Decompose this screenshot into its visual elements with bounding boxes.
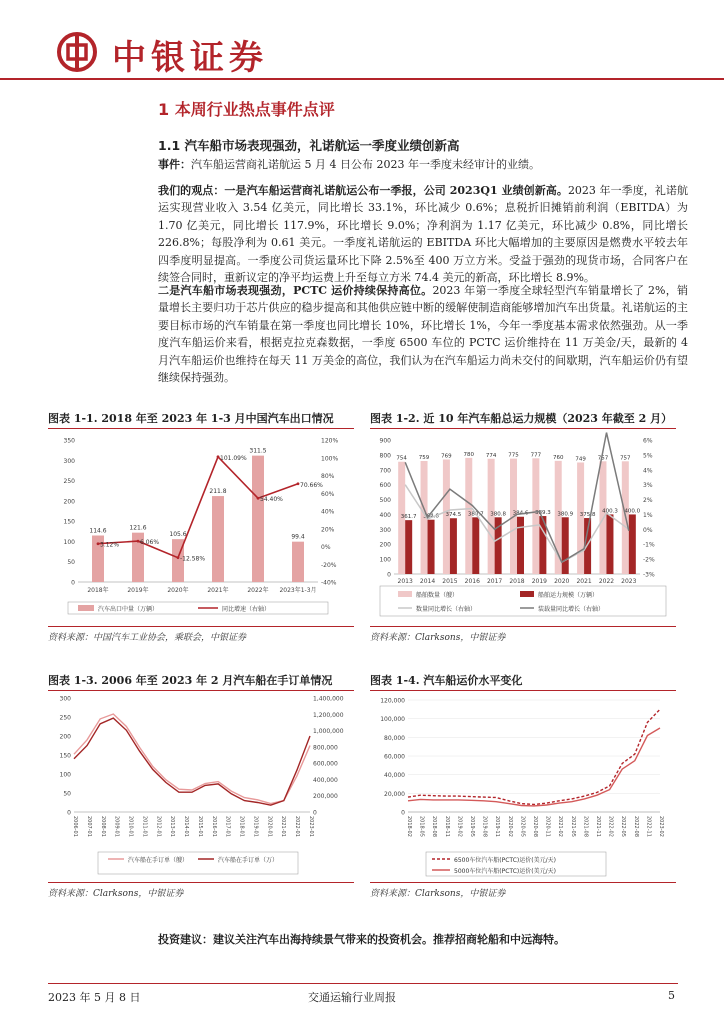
bar-ship-count-label: 757 [597,455,609,462]
bar-ship-count-label: 760 [552,454,564,461]
legend-label-line: 同比增速（右轴） [222,606,271,613]
x-tick-label: 2019-11 [494,816,501,837]
bar [212,496,224,582]
bar-ship-count [532,458,539,574]
figure-1-rule [48,428,354,429]
bar-data-label: 114.6 [89,527,107,535]
bar-capacity [562,517,569,574]
y-tick-label: 100 [63,538,75,546]
y2-tick-label: 0% [643,526,653,534]
legend-swatch-capacity [520,591,534,597]
y-tick-label: 0 [387,571,391,579]
y2-tick-label: -20% [321,561,337,569]
x-tick-label: 2009-01 [113,816,120,837]
figure-4-source-rule [370,882,676,883]
x-tick-label: 2006-01 [72,816,78,837]
y2-tick-label: 3% [643,482,653,490]
legend-label-orders-count: 汽车船在手订单（艘） [128,857,189,864]
legend-label-6500: 6500车位汽车船(PCTC)运价(美元/天) [454,857,556,864]
x-tick-label: 2011-01 [141,816,148,837]
x-tick-label: 2016-01 [210,816,217,837]
y-tick-label: 200 [59,733,71,741]
figure-2-source-rule [370,626,676,627]
figure-4-source: 资料来源：Clarksons，中银证券 [370,889,506,899]
view-paragraph [158,182,688,286]
orders-capacity-line [74,718,310,805]
bar-capacity [517,517,524,574]
bar-ship-count-label: 777 [530,452,542,459]
y2-tick-label: -1% [643,541,655,549]
x-tick-label: 2023-01 [308,816,314,837]
bar [252,456,264,582]
y-tick-label: 120,000 [380,697,405,705]
growth-line [98,454,298,558]
y2-tick-label: -40% [321,579,337,587]
y-tick-label: 150 [63,518,75,526]
figure-3-chart [48,694,354,878]
bar-capacity [405,520,412,574]
x-tick-label: 2013 [397,578,413,585]
legend-label-5000: 5000车位汽车船(PCTC)运价(美元/天) [454,868,556,875]
bar-capacity [428,520,435,574]
x-tick-label: 2017 [486,578,503,585]
y-tick-label: 400 [379,511,391,519]
x-tick-label: 2019 [531,578,548,585]
x-tick-label: 2020年 [167,587,189,594]
x-tick-label: 2022-01 [294,816,301,837]
pctc-6500-rate-line [408,709,660,804]
bar-data-label: 99.4 [291,533,305,541]
x-tick-label: 2013-01 [169,816,176,837]
x-tick-label: 2021-08 [582,816,589,837]
bar-ship-count [577,462,584,574]
figure-2-title: 图表 1-2. 近 10 年汽车船总运力规模（2023 年截至 2 月） [370,412,673,425]
footer-report-name: 交通运输行业周报 [308,991,396,1004]
bank-of-china-logo-icon [57,32,97,72]
y-tick-label: 150 [59,752,71,760]
bar-ship-count-label: 769 [441,453,452,460]
figure-3-source: 资料来源：Clarksons，中银证券 [48,889,184,899]
y-tick-label: 20,000 [384,790,405,798]
legend-label-bars: 汽车出口中量（万辆） [98,606,159,613]
y-tick-label: 100 [59,771,71,779]
bar-capacity [450,518,457,574]
x-tick-label: 2017-01 [224,816,231,837]
x-tick-label: 2018-11 [443,816,450,837]
y-tick-label: 800 [379,452,391,460]
figure-1-chart [48,432,354,622]
legend-label-capacity-growth: 装载量同比增长（右轴） [538,606,605,613]
legend-label-capacity: 船舶运力规模（万辆） [538,592,599,599]
figure-4-chart [370,694,676,878]
figure-1-source-rule [48,626,354,627]
y-tick-label: 500 [379,497,391,505]
bar-capacity [472,517,479,574]
y-tick-label: 0 [67,809,71,817]
y2-tick-label: 4% [643,467,653,475]
x-tick-label: 2021-11 [595,816,601,837]
y-tick-label: 300 [59,695,71,703]
bar-capacity-label: 384.6 [512,510,529,517]
x-tick-label: 2022年 [247,587,269,594]
x-tick-label: 2021年 [207,587,229,594]
y-tick-label: 250 [63,478,75,486]
x-tick-label: 2018-02 [406,816,412,837]
figure-2-rule [370,428,676,429]
growth-point [217,455,220,458]
x-tick-label: 2022-05 [620,816,627,837]
event-text: 汽车船运营商礼诺航运 5 月 4 日公布 2023 年一季度未经审计的业绩。 [191,158,540,171]
y-tick-label: 600 [379,482,391,490]
second-paragraph [158,282,688,386]
subsection-title: 1.1 汽车船市场表现强劲，礼诺航运一季度业绩创新高 [158,138,460,153]
y2-tick-label: 20% [321,526,335,534]
figure-1-title: 图表 1-1. 2018 年至 2023 年 1-3 月中国汽车出口情况 [48,412,334,425]
growth-data-label: 54.40% [260,496,283,504]
x-tick-label: 2020 [554,578,570,585]
y-tick-label: 700 [379,467,391,475]
y-tick-label: 0 [71,579,75,587]
figure-3-source-rule [48,882,354,883]
x-tick-label: 2015 [442,578,458,585]
y-tick-label: 50 [67,559,75,567]
bar-capacity-label: 389.3 [534,510,551,517]
figure-4-title: 图表 1-4. 汽车船运价水平变化 [370,674,523,687]
y-tick-label: 900 [379,437,391,445]
y-tick-label: 60,000 [384,753,405,761]
bar-capacity-label: 400.3 [602,508,618,515]
y2-tick-label: 200,000 [313,793,338,801]
growth-point [257,497,260,500]
y2-tick-label: 60% [321,490,335,498]
bar-data-label: 121.6 [129,524,147,532]
y-tick-label: 40,000 [384,772,405,780]
y-tick-label: 80,000 [384,734,405,742]
x-tick-label: 2012-01 [155,816,162,837]
bar-capacity-label: 361.7 [400,514,417,521]
x-tick-label: 2022-08 [632,816,639,837]
second-lead: 二是汽车船市场表现强劲，PCTC 运价持续保持高位。 [158,284,433,297]
second-text: 2023 年第一季度全球轻型汽车销量增长了 2%，销量增长主要归功于芯片供应的稳步提高和其他供应链中断的缓解使制造商能够增加汽车出货量。礼诺航运的主要目标市场的汽车销量在第一季度也同比增长 10%，环比增长 1%，今年一季度基本需求依然强劲。从一季度汽车船运价来看，根据克拉克森数据，一季度 6500 车位的 PCTC 运价维持在 11 万美金/天，最新的 4 月汽车船运价也维持在每天 11 万美金的高位，我们认为在汽车船运力尚未交付的间歇期，汽车船运价仍有望继续保持强劲。 [158,284,689,385]
growth-point [297,482,300,485]
y2-tick-label: 0 [313,809,317,817]
bar [292,542,304,582]
x-tick-label: 2019-02 [456,816,463,837]
legend-swatch-bars [78,605,94,611]
y2-tick-label: 1,400,000 [313,695,344,703]
x-tick-label: 2018-05 [418,816,425,837]
figure-3-title: 图表 1-3. 2006 年至 2023 年 2 月汽车船在手订单情况 [48,674,333,687]
view-lead: 我们的观点：一是汽车船运营商礼诺航运公布一季报，公司 2023Q1 业绩创新高。 [158,184,568,197]
x-tick-label: 2020-08 [532,816,538,837]
bar-capacity [606,514,613,574]
investment-recommendation: 投资建议：建议关注汽车出海持续景气带来的投资机会。推荐招商轮船和中远海特。 [158,933,565,946]
x-tick-label: 2023 [621,578,637,585]
bar-ship-count-label: 757 [620,455,631,462]
growth-data-label: 101.09% [220,454,247,462]
bar-capacity [629,514,636,574]
bar-capacity-label: 380.8 [490,511,507,518]
x-tick-label: 2018 [509,578,525,585]
bar-ship-count-label: 749 [575,456,586,463]
figure-2-source: 资料来源：Clarksons，中银证券 [370,633,506,643]
pctc-5000-rate-line [408,728,660,806]
x-tick-label: 2019-01 [252,816,259,837]
x-tick-label: 2022-02 [607,816,614,837]
bar-capacity-label: 380.9 [557,511,574,518]
y2-tick-label: -2% [643,556,655,564]
y-tick-label: 0 [401,809,405,817]
footer-date: 2023 年 5 月 8 日 [48,991,141,1004]
x-tick-label: 2019-05 [469,816,475,837]
x-tick-label: 2015-01 [196,816,203,837]
y2-tick-label: -3% [643,571,655,579]
bar-capacity-label: 375.8 [579,512,596,519]
legend-label-orders-capacity: 汽车船在手订单（万） [218,857,279,864]
growth-data-label: -12.58% [180,555,206,563]
bar-capacity-label: 380.7 [467,511,484,518]
x-tick-label: 2018年 [87,587,109,594]
bar-capacity-label: 400.0 [624,508,641,515]
figure-2-chart [370,432,676,622]
growth-data-label: 6.06% [140,539,160,547]
view-text: 2023 年一季度，礼诺航运实现营业收入 3.54 亿美元，同比增长 33.1%，环比减少 0.6%；息税折旧摊销前利润（EBITDA）为 1.70 亿美元，同比增长 117.9%，环比增长 9.0%；净利润为 1.17 亿美元，环比减少 0.8%，同比增长 226.8%；每股净利为 0.61 美元。一季度礼诺航运的 EBITDA 环比大幅增加的主要原因是燃费水平较去年四季度明显提高。一季度公司货运量环比下降 2.5%至 400 万立方米。受益于强劲的现货市场，合同客户在续签合同时，重新议定的净平均运费上升至每立方米 74.4 美元的新高，环比增长 8.9%。 [158,184,688,285]
y-tick-label: 300 [379,526,391,534]
y2-tick-label: 2% [643,497,653,505]
y2-tick-label: 1% [643,511,653,519]
legend-label-count-growth: 数量同比增长（右轴） [416,606,477,613]
x-tick-label: 2020-11 [544,816,551,837]
y2-tick-label: 0% [321,544,331,551]
bar-ship-count-label: 754 [396,455,407,462]
y-tick-label: 100,000 [380,716,405,724]
bar-capacity-label: 364.6 [423,513,439,520]
x-tick-label: 2018-01 [238,816,245,837]
y2-tick-label: 80% [321,473,335,480]
x-tick-label: 2020-01 [266,816,273,837]
x-tick-label: 2014 [419,578,436,585]
x-tick-label: 2010-01 [127,816,134,837]
y-tick-label: 200 [63,498,75,506]
x-tick-label: 2018-08 [431,816,438,837]
y-tick-label: 50 [63,790,71,798]
bar-data-label: 211.8 [209,488,227,496]
x-tick-label: 2016 [464,578,480,585]
y-tick-label: 100 [379,556,391,564]
x-tick-label: 2021-05 [569,816,576,837]
x-tick-label: 2007-01 [85,816,92,837]
figure-4-rule [370,690,676,691]
x-tick-label: 2014-01 [183,816,190,837]
bar-ship-count-label: 780 [463,451,475,458]
growth-point [137,540,140,543]
footer-divider [48,983,678,984]
y2-tick-label: 600,000 [313,760,338,768]
x-tick-label: 2022 [598,578,615,585]
bar-data-label: 311.5 [249,447,267,455]
x-tick-label: 2020-02 [506,816,513,837]
section-title: 1 本周行业热点事件点评 [158,100,335,119]
x-tick-label: 2021 [576,578,592,585]
bar-data-label: 105.6 [169,531,187,539]
header-divider [0,78,724,80]
figure-1-source: 资料来源：中国汽车工业协会，乘联会，中银证券 [48,633,247,643]
bar-ship-count-label: 759 [418,454,430,461]
x-tick-label: 2019年 [127,587,149,594]
footer-page-number: 5 [668,989,675,1002]
x-tick-label: 2019-08 [481,816,488,837]
y2-tick-label: 6% [643,437,653,445]
x-tick-label: 2008-01 [99,816,106,837]
y2-tick-label: 1,200,000 [313,711,344,719]
x-tick-label: 2020-05 [519,816,526,837]
y2-tick-label: 120% [321,437,339,445]
y2-tick-label: 40% [321,508,335,516]
x-tick-label: 2021-01 [280,816,287,837]
y-tick-label: 200 [379,541,391,549]
y-tick-label: 350 [63,437,75,445]
x-tick-label: 2021-02 [557,816,564,837]
y2-tick-label: 400,000 [313,776,338,784]
bar-ship-count-label: 775 [508,452,519,459]
event-label: 事件： [158,158,191,171]
legend-swatch-ship-count [398,591,412,597]
bar-capacity-label: 374.5 [445,512,462,519]
growth-data-label: 3.12% [100,541,120,549]
y2-tick-label: 800,000 [313,744,338,752]
y2-tick-label: 100% [321,455,339,463]
x-tick-label: 2022-11 [645,816,652,837]
growth-point [97,542,100,545]
bar-ship-count-label: 774 [485,452,497,459]
y-tick-label: 250 [59,714,71,722]
figure-3-rule [48,690,354,691]
event-paragraph [158,156,688,173]
y2-tick-label: 1,000,000 [313,728,344,736]
brand-name: 中银证券 [112,38,268,78]
y2-tick-label: 5% [643,452,653,460]
y-tick-label: 300 [63,457,75,465]
legend-label-ship-count: 船舶数量（艘） [416,592,459,599]
orders-count-line [74,714,310,804]
x-tick-label: 2023-02 [658,816,664,837]
growth-data-label: 70.66% [300,481,323,489]
x-tick-label: 2023年1-3月 [279,587,317,594]
growth-point [177,556,180,559]
